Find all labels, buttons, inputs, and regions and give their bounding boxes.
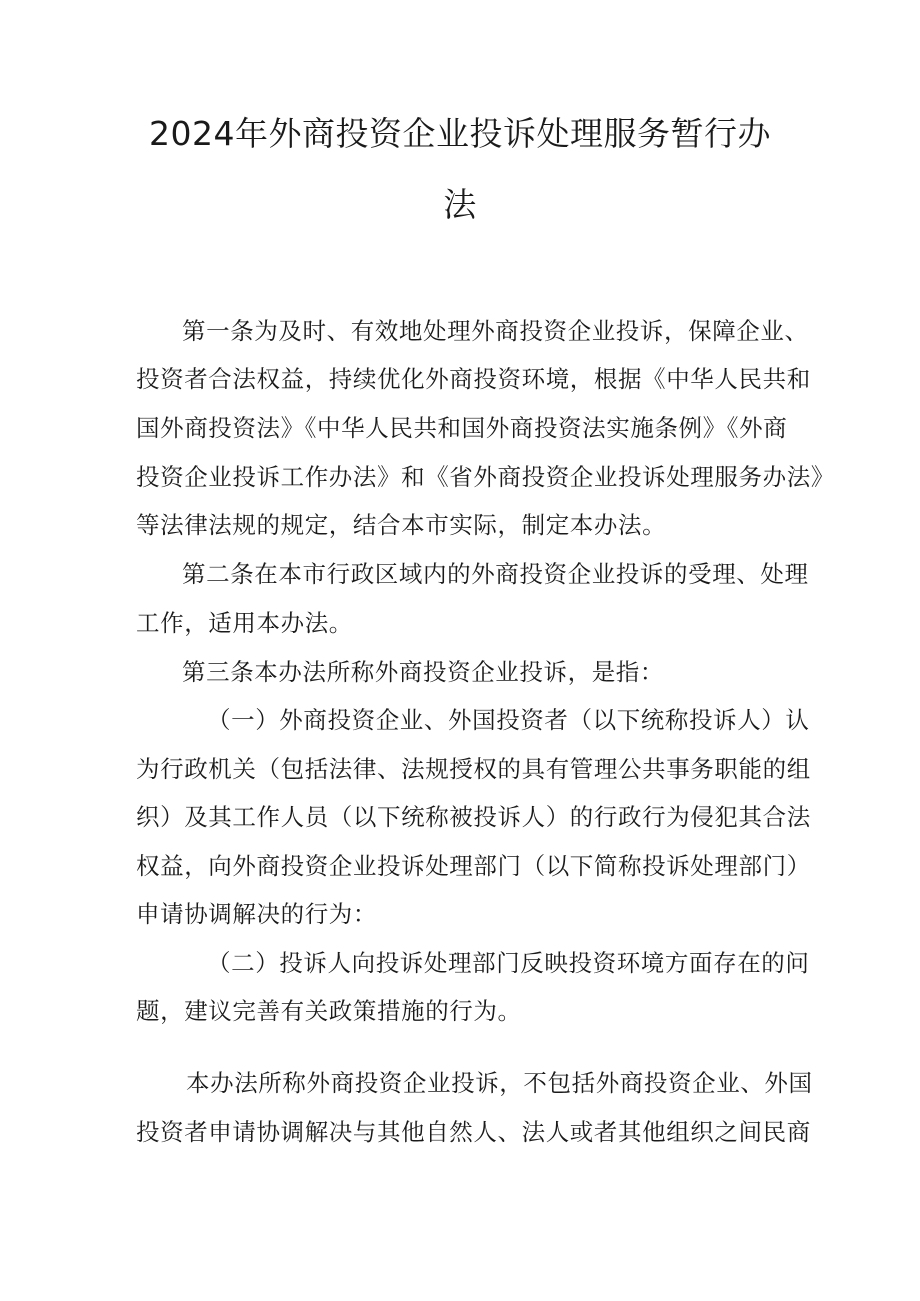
item-1-line-5: 申请协调解决的行为： — [136, 900, 377, 928]
article-1-line-2: 投资者合法权益，持续优化外商投资环境，根据《中华人民共和 — [136, 365, 811, 393]
item-1-line-4: 权益，向外商投资企业投诉处理部门（以下简称投诉处理部门） — [136, 852, 811, 880]
article-2-line-1: 第二条在本市行政区域内的外商投资企业投诉的受理、处理 — [182, 560, 809, 588]
item-1-line-1: （一）外商投资企业、外国投资者（以下统称投诉人）认 — [207, 706, 810, 734]
document-title-line-1: 2024年外商投资企业投诉处理服务暂行办 — [149, 114, 771, 153]
article-2-line-2: 工作，适用本办法。 — [136, 609, 353, 637]
article-1-line-4: 投资企业投诉工作办法》和《省外商投资企业投诉处理服务办法》 — [136, 463, 835, 491]
article-1-line-1: 第一条为及时、有效地处理外商投资企业投诉，保障企业、 — [182, 317, 809, 345]
exclusion-paragraph-line-1: 本办法所称外商投资企业投诉，不包括外商投资企业、外国 — [186, 1069, 813, 1097]
item-1-line-3: 织）及其工作人员（以下统称被投诉人）的行政行为侵犯其合法 — [136, 803, 811, 831]
article-1-line-3: 国外商投资法》《中华人民共和国外商投资法实施条例》《外商 — [136, 414, 788, 442]
item-1-line-2: 为行政机关（包括法律、法规授权的具有管理公共事务职能的组 — [136, 755, 811, 783]
item-2-line-2: 题，建议完善有关政策措施的行为。 — [136, 997, 522, 1025]
document-title-line-2: 法 — [443, 185, 477, 224]
article-3-line-1: 第三条本办法所称外商投资企业投诉，是指： — [182, 658, 664, 686]
article-1-line-5: 等法律法规的规定，结合本市实际，制定本办法。 — [136, 511, 667, 539]
item-2-line-1: （二）投诉人向投诉处理部门反映投资环境方面存在的问 — [207, 949, 810, 977]
exclusion-paragraph-line-2: 投资者申请协调解决与其他自然人、法人或者其他组织之间民商 — [136, 1118, 811, 1146]
